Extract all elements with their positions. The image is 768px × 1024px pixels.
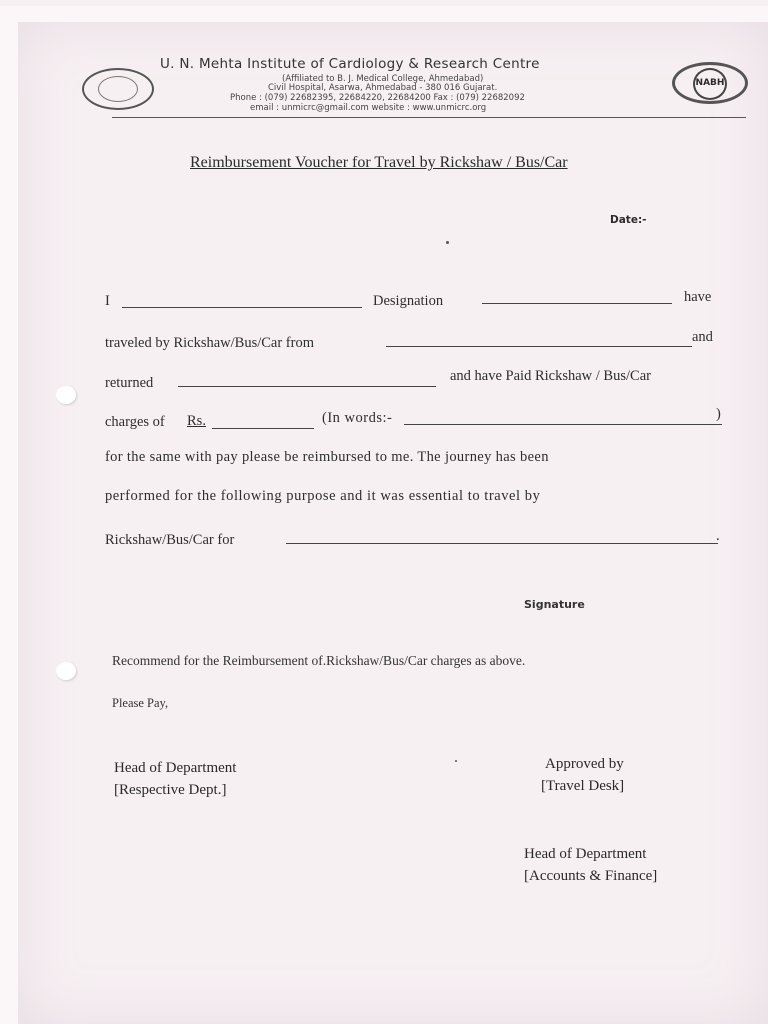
address: Civil Hospital, Asarwa, Ahmedabad - 380 016 Gujarat. bbox=[268, 83, 498, 93]
body-text-line-5: for the same with pay please be reimbursed to me. The journey has been bbox=[105, 449, 549, 465]
header-divider bbox=[112, 117, 746, 118]
punch-hole bbox=[56, 662, 76, 680]
designation-label: Designation bbox=[373, 293, 444, 309]
text-and: and bbox=[692, 329, 713, 345]
period: . bbox=[716, 528, 720, 544]
amount-field[interactable] bbox=[212, 428, 314, 429]
approved-by-block bbox=[541, 753, 624, 797]
hod-department-subtitle: [Respective Dept.] bbox=[114, 782, 227, 798]
nabh-logo: NABH bbox=[672, 62, 748, 104]
purpose-field[interactable] bbox=[286, 543, 718, 544]
text-i: I bbox=[105, 293, 110, 309]
amount-in-words-field[interactable] bbox=[404, 424, 722, 425]
hod-accounts-title: Head of Department bbox=[524, 846, 647, 862]
speck bbox=[455, 760, 457, 762]
signature-label: Signature bbox=[524, 598, 585, 611]
name-field[interactable] bbox=[122, 307, 362, 308]
hod-accounts-subtitle: [Accounts & Finance] bbox=[524, 868, 658, 884]
hod-accounts-block bbox=[524, 843, 657, 887]
form-title: Reimbursement Voucher for Travel by Rickshaw / Bus/Car bbox=[190, 154, 568, 171]
returned-field[interactable] bbox=[178, 386, 436, 387]
punch-hole bbox=[56, 386, 76, 404]
speck bbox=[446, 241, 449, 244]
institute-name: U. N. Mehta Institute of Cardiology & Research Centre bbox=[160, 56, 540, 72]
hod-department-block bbox=[114, 757, 236, 801]
traveled-label: traveled by Rickshaw/Bus/Car from bbox=[105, 335, 314, 351]
travel-desk-subtitle: [Travel Desk] bbox=[541, 778, 625, 794]
text-have: have bbox=[684, 289, 712, 305]
affiliation: (Affiliated to B. J. Medical College, Ahmedabad) bbox=[282, 74, 484, 84]
close-paren: ) bbox=[716, 406, 721, 422]
email-website: email : unmicrc@gmail.com website : www.unmicrc.org bbox=[250, 103, 487, 113]
paid-label: and have Paid Rickshaw / Bus/Car bbox=[450, 368, 651, 384]
page-edge bbox=[0, 6, 768, 22]
designation-field[interactable] bbox=[482, 303, 672, 304]
phone-fax: Phone : (079) 22682395, 22684220, 22684200 Fax : (079) 22682092 bbox=[230, 93, 525, 103]
body-text-line-6: performed for the following purpose and it was essential to travel by bbox=[105, 488, 541, 504]
rs-label: Rs. bbox=[187, 413, 206, 429]
recommendation-text: Recommend for the Reimbursement of.Rickshaw/Bus/Car charges as above. bbox=[112, 653, 526, 668]
returned-label: returned bbox=[105, 375, 154, 391]
date-label: Date:- bbox=[610, 214, 647, 226]
page-edge bbox=[0, 6, 18, 1024]
charges-label: charges of bbox=[105, 414, 165, 430]
purpose-label: Rickshaw/Bus/Car for bbox=[105, 532, 235, 548]
approved-by-title: Approved by bbox=[545, 756, 624, 772]
hod-department-title: Head of Department bbox=[114, 760, 237, 776]
please-pay-text: Please Pay, bbox=[112, 696, 169, 710]
institute-seal-logo bbox=[82, 68, 154, 110]
from-field[interactable] bbox=[386, 346, 692, 347]
in-words-label: (In words:- bbox=[322, 410, 393, 426]
